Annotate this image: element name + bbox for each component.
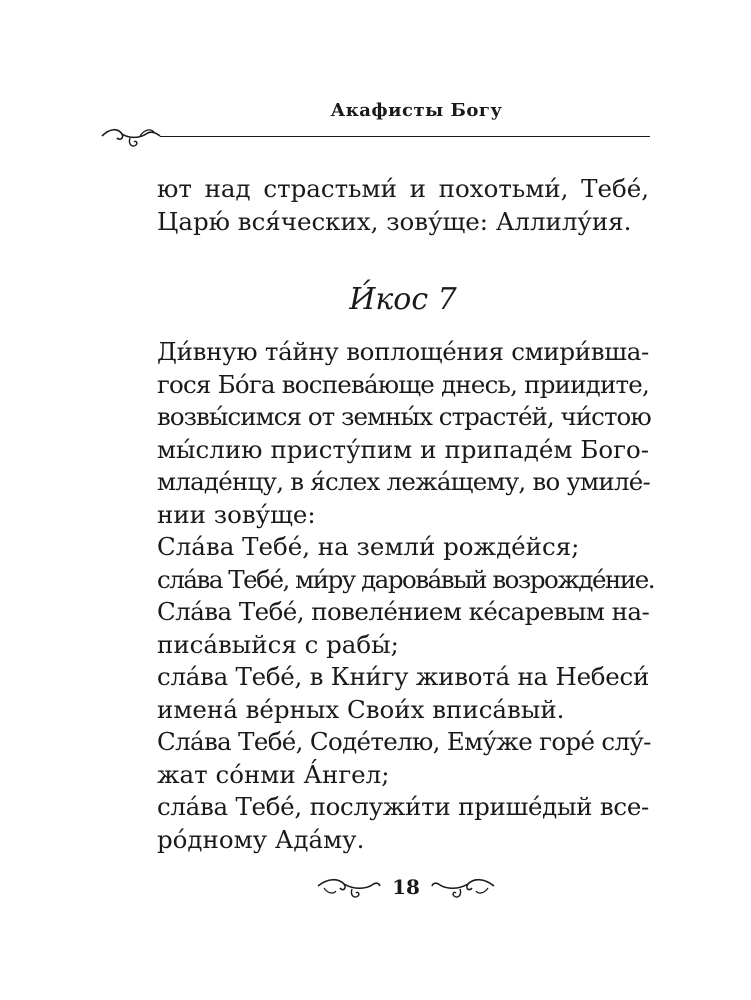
text-line: Сла́ва Тебе́, повеле́нием ке́саревым на- <box>157 597 650 626</box>
text-line: ют над страстьми́ и похотьми́, Тебе́, <box>157 174 649 203</box>
text-line: жат со́нми А́нгел; <box>157 759 390 789</box>
text-line: Царю́ вся́ческих, зову́ще: Аллилу́ия. <box>157 206 632 236</box>
text-line: Ди́вную та́йну воплоще́ния смири́вша- <box>157 337 649 366</box>
page-number: 18 <box>392 875 420 899</box>
text-line: ро́дному Ада́му. <box>157 824 365 854</box>
text-line: мы́слию присту́пим и припаде́м Бого- <box>157 434 649 464</box>
text-line: имена́ ве́рных Свои́х вписа́вый. <box>157 694 565 724</box>
text-line: нии зову́ще: <box>157 499 316 529</box>
running-head-title: Акафисты Богу <box>330 100 503 121</box>
text-line: гося Бо́га воспева́юще днесь, приидите, <box>157 369 649 399</box>
section-heading: И́кос 7 <box>349 282 457 317</box>
text-line: младе́нцу, в я́слех лежа́щему, во умиле́- <box>157 467 651 496</box>
text-line: возвы́симся от земны́х страсте́й, чи́стою <box>157 402 651 431</box>
text-line: Сла́ва Тебе́, на земли́ рожде́йся; <box>157 532 580 561</box>
flourish-left-icon <box>316 874 382 902</box>
page-footer <box>0 872 751 908</box>
header-rule <box>160 136 650 137</box>
text-line: сла́ва Тебе́, в Кни́гу живота́ на Небеси́ <box>157 662 649 691</box>
text-line: сла́ва Тебе́, ми́ру дарова́вый возрожде́ние. <box>157 564 655 594</box>
text-line: Сла́ва Тебе́, Соде́телю, Ему́же горе́ слу́- <box>157 727 651 756</box>
flourish-ornament-icon <box>100 124 162 150</box>
text-line: сла́ва Тебе́, послужи́ти пришéдый все- <box>157 792 649 821</box>
continuation-text <box>157 173 649 238</box>
ikos-body <box>157 336 655 856</box>
text-line: писа́выйся с рабы́; <box>157 629 399 659</box>
flourish-right-icon <box>430 874 496 902</box>
